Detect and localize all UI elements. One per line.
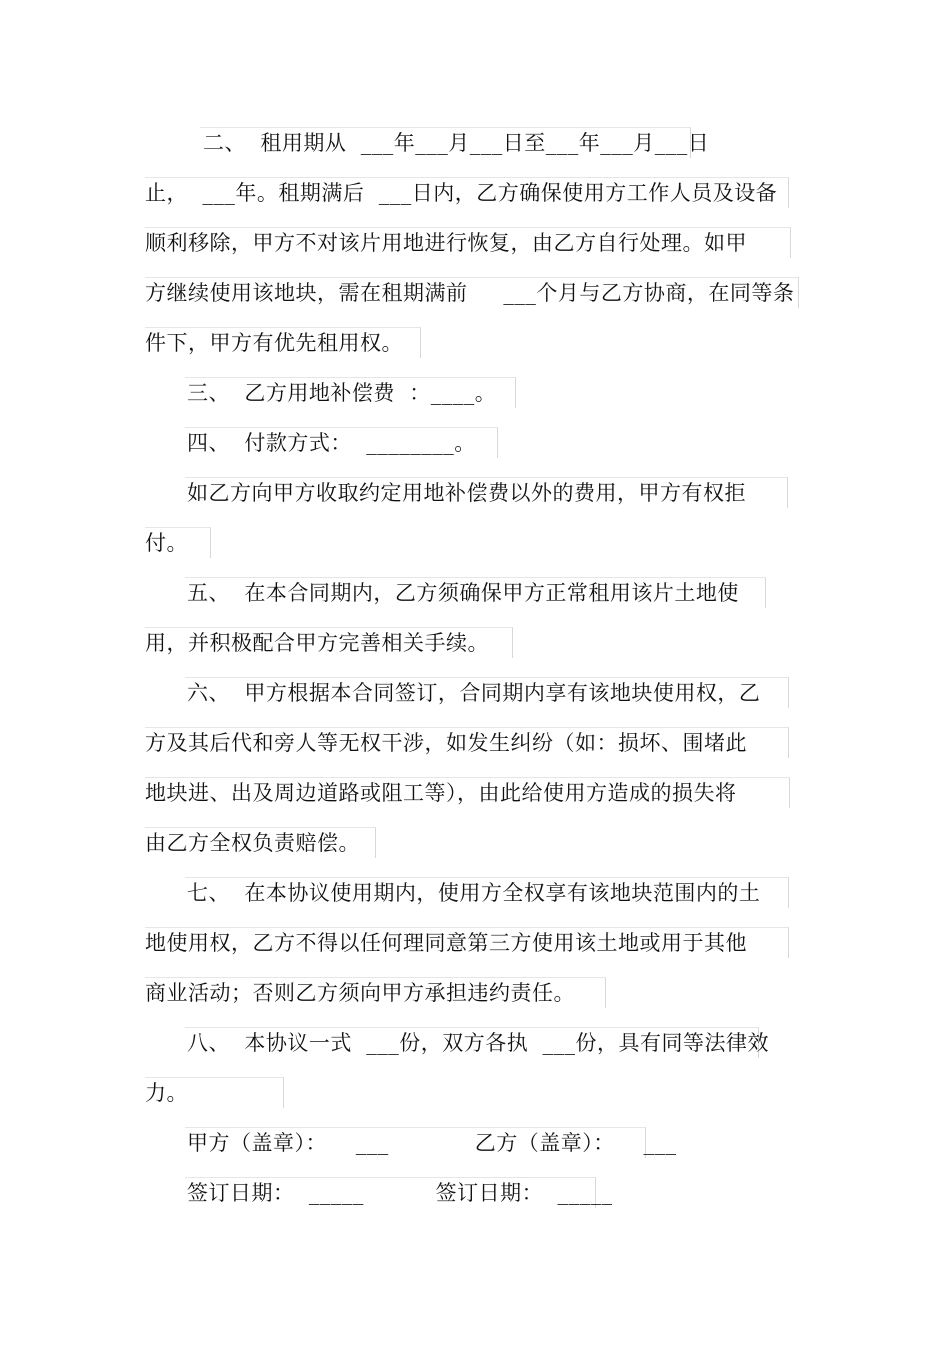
clause-6-line-4: 由乙方全权负责赔偿。 [145,831,360,855]
clause-2-line-3: 顺利移除，甲方不对该片用地进行恢复，由乙方自行处理。如甲 [145,231,747,255]
clause-4-note-line-2: 付。 [145,531,188,555]
clause-2-line-4: 方继续使用该地块，需在租期满前 ___个月与乙方协商，在同等条 [145,281,795,305]
clause-6-line-1: 六、 甲方根据本合同签订，合同期内享有该地块使用权，乙 [187,681,761,705]
clause-6-line-2: 方及其后代和旁人等无权干涉，如发生纠纷（如：损坏、围堵此 [145,731,747,755]
clause-7-line-2: 地使用权，乙方不得以任何理同意第三方使用该土地或用于其他 [145,931,747,955]
signing-date-line: 签订日期： _____ 签订日期： _____ [187,1181,613,1205]
clause-8-line-1: 八、 本协议一式 ___份，双方各执 ___份，具有同等法律效 [187,1031,770,1055]
clause-7-line-1: 七、 在本协议使用期内，使用方全权享有该地块范围内的土 [187,881,761,905]
clause-2-line-2: 止， ___年。租期满后 ___日内，乙方确保使用方工作人员及设备 [145,181,778,205]
clause-5-line-1: 五、 在本合同期内，乙方须确保甲方正常租用该片土地使 [187,581,739,605]
clause-4: 四、 付款方式： ________。 [187,431,476,455]
signature-line: 甲方（盖章）： ___ 乙方（盖章）： ___ [187,1131,677,1155]
clause-8-line-2: 力。 [145,1081,188,1105]
clause-6-line-3: 地块进、出及周边道路或阻工等），由此给使用方造成的损失将 [145,781,737,805]
clause-2-line-1: 二、 租用期从 ___年___月___日至___年___月___日 [203,131,710,155]
clause-5-line-2: 用，并积极配合甲方完善相关手续。 [145,631,489,655]
clause-4-note-line-1: 如乙方向甲方收取约定用地补偿费以外的费用，甲方有权拒 [187,481,746,505]
clause-3: 三、 乙方用地补偿费 ：____。 [187,381,497,405]
clause-2-line-5: 件下，甲方有优先租用权。 [145,331,403,355]
clause-7-line-3: 商业活动；否则乙方须向甲方承担违约责任。 [145,981,575,1005]
